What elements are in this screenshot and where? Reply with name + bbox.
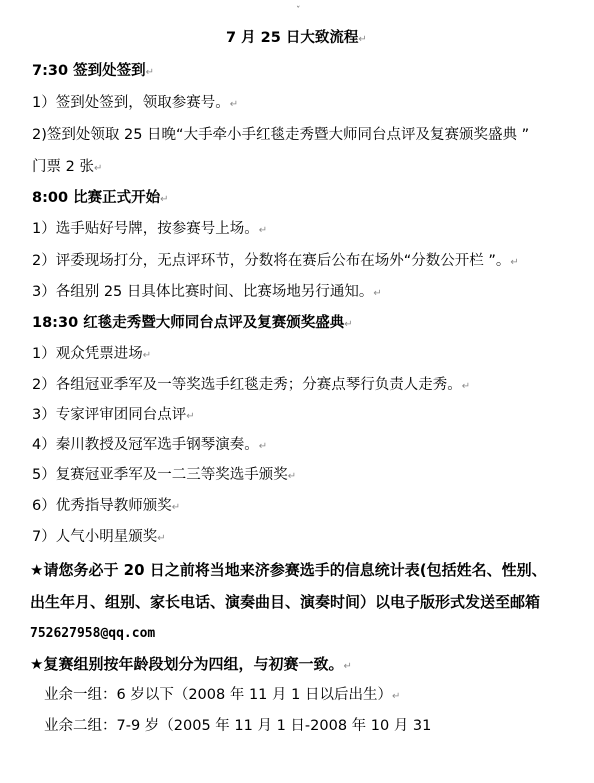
paragraph-mark: ↵ bbox=[287, 471, 297, 482]
group-item bbox=[44, 717, 431, 735]
contact-email bbox=[30, 625, 155, 643]
list-item-text: 2）评委现场打分，无点评环节，分数将在赛后公布在场外“分数公开栏 ”。 bbox=[32, 253, 511, 269]
group-text: 业余二组：7-9 岁（2005 年 11 月 1 日-2008 年 10 月 31 bbox=[44, 718, 432, 734]
paragraph-mark: ↵ bbox=[510, 257, 519, 268]
list-item-text: 3）各组别 25 日具体比赛时间、比赛场地另行通知。 bbox=[32, 284, 374, 300]
list-item-text: 4）秦川教授及冠军选手钢琴演奏。 bbox=[32, 437, 259, 453]
paragraph-mark: ↵ bbox=[229, 99, 239, 110]
group-text: 业余一组：6 岁以下（2008 年 11 月 1 日以后出生） bbox=[44, 687, 392, 703]
list-item-text: 1）签到处签到，领取参赛号。 bbox=[32, 95, 230, 111]
document-title bbox=[226, 29, 367, 49]
paragraph-mark: ↵ bbox=[373, 288, 382, 299]
section2-heading bbox=[32, 189, 169, 209]
paragraph-mark: ↵ bbox=[186, 411, 195, 422]
notice-deadline-line2 bbox=[30, 593, 540, 611]
list-item bbox=[32, 466, 296, 486]
paragraph-mark: ↵ bbox=[358, 34, 367, 45]
list-item bbox=[32, 406, 195, 426]
list-item bbox=[32, 345, 151, 365]
title-text: 7 月 25 日大致流程 bbox=[226, 30, 359, 46]
paragraph-mark: ↵ bbox=[258, 441, 268, 452]
paragraph-mark: ↵ bbox=[343, 661, 352, 672]
list-item-text: 门票 2 张 bbox=[32, 159, 94, 175]
list-item-text: 1）观众凭票进场 bbox=[32, 346, 143, 362]
list-item bbox=[32, 220, 267, 240]
list-item bbox=[32, 436, 267, 456]
list-item-text: 2）各组冠亚季军及一等奖选手红毯走秀；分赛点琴行负责人走秀。 bbox=[32, 377, 462, 393]
heading-text: 18:30 红毯走秀暨大师同台点评及复赛颁奖盛典 bbox=[32, 315, 345, 331]
list-item bbox=[32, 94, 238, 114]
notice-text: ★复赛组别按年龄段划分为四组，与初赛一致。 bbox=[30, 655, 344, 673]
paragraph-mark: ↵ bbox=[157, 533, 166, 544]
paragraph-mark: ↵ bbox=[391, 691, 401, 702]
paragraph-mark: ↵ bbox=[160, 194, 169, 205]
list-item bbox=[32, 376, 470, 396]
list-item bbox=[32, 126, 529, 144]
heading-text: 7:30 签到处签到 bbox=[32, 63, 146, 79]
paragraph-mark: ↵ bbox=[171, 502, 181, 513]
group-item bbox=[44, 686, 400, 706]
list-item-text: 2)签到处领取 25 日晚“大手牵小手红毯走秀暨大师同台点评及复赛颁奖盛典 ” bbox=[32, 127, 530, 143]
heading-text: 8:00 比赛正式开始 bbox=[32, 190, 161, 206]
notice-deadline-line1 bbox=[30, 561, 547, 579]
paragraph-mark: ↵ bbox=[145, 67, 155, 78]
list-item-continuation bbox=[32, 158, 102, 178]
paragraph-mark: ↵ bbox=[344, 319, 353, 330]
list-item-text: 7）人气小明星颁奖 bbox=[32, 529, 158, 545]
notice-text: ★请您务必于 20 日之前将当地来济参赛选手的信息统计表(包括姓名、性别、 bbox=[30, 561, 547, 579]
list-item bbox=[32, 252, 519, 272]
email-text: 752627958@qq.com bbox=[30, 626, 156, 641]
page-top-marker: ˇ bbox=[296, 6, 301, 16]
list-item-text: 5）复赛冠亚季军及一二三等奖选手颁奖 bbox=[32, 467, 288, 483]
list-item bbox=[32, 283, 382, 303]
notice-text: 出生年月、组别、家长电话、演奏曲目、演奏时间）以电子版形式发送至邮箱 bbox=[30, 593, 541, 611]
list-item-text: 3）专家评审团同台点评 bbox=[32, 407, 187, 423]
list-item bbox=[32, 497, 180, 517]
notice-groups-heading bbox=[30, 655, 352, 676]
section1-heading bbox=[32, 62, 154, 82]
section3-heading bbox=[32, 314, 353, 334]
list-item bbox=[32, 528, 166, 548]
paragraph-mark: ↵ bbox=[461, 381, 471, 392]
paragraph-mark: ↵ bbox=[142, 350, 152, 361]
paragraph-mark: ↵ bbox=[93, 163, 103, 174]
list-item-text: 6）优秀指导教师颁奖 bbox=[32, 498, 172, 514]
paragraph-mark: ↵ bbox=[258, 225, 268, 236]
list-item-text: 1）选手贴好号牌，按参赛号上场。 bbox=[32, 221, 259, 237]
